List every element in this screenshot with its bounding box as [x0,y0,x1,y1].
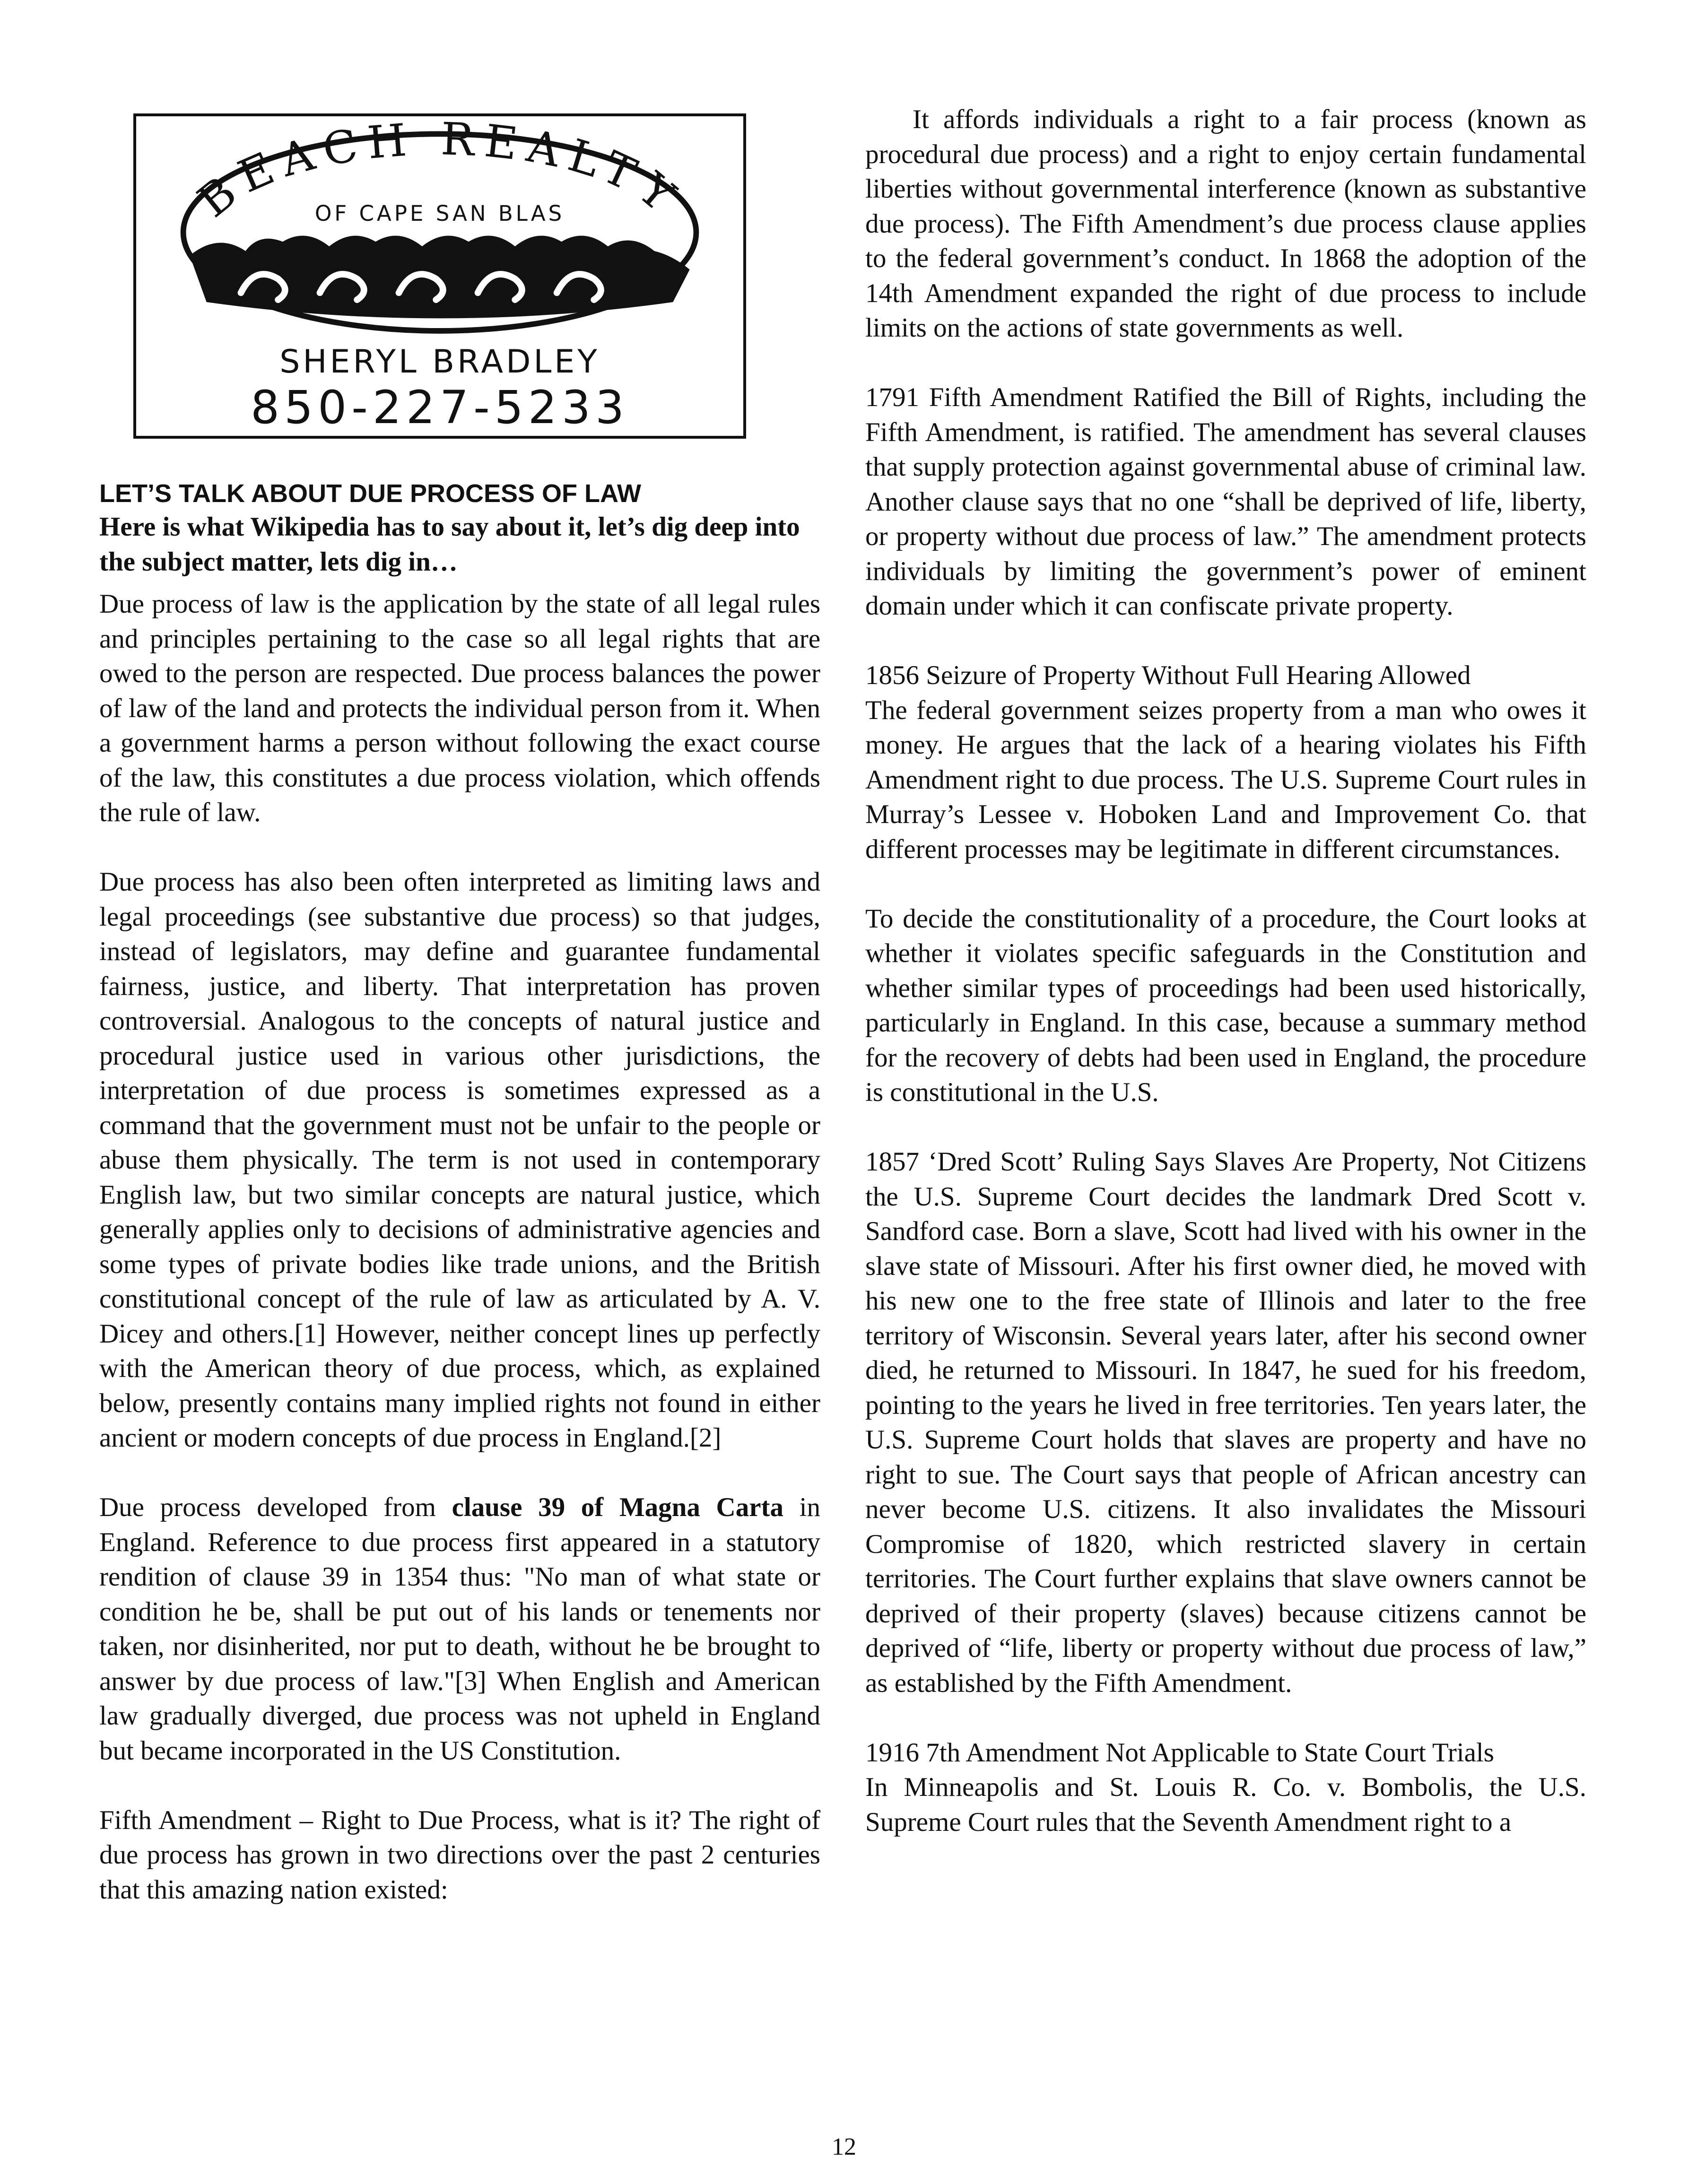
paragraph-1791: 1791 Fifth Amendment Ratified the Bill of Rights, including the Fifth Amendment, is ratified. The amendment has several clauses that supply protection against governmental abuse of criminal law. Another clause says that no one “shall be deprived of life, liberty, or property without due process of law.” The amendment protects individuals by limiting the government’s power of eminent domain under which it can confiscate private property. [865,382,1586,621]
magna-carta-body: in England. Reference to due process first appeared in a statutory rendition of clause 39 in 1354 thus: "No man of what state or condition he be, shall be put out of his lands or tenements nor taken, nor disinherited, nor put to death, without he be brought to answer by due process of law."[3] When English and American law gradually diverged, due process was not upheld in England but became incorporated in the US Constitution. [99,1492,820,1766]
magna-carta-clause: clause 39 of Magna Carta [452,1492,783,1522]
paragraph-constitutionality: To decide the constitutionality of a procedure, the Court looks at whether it violates specific safeguards in the Constitution and whether similar types of proceedings had been used historically, particularly in England. In this case, because a summary method for the recovery of debts had been used in England, the procedure is constitutional in the U.S. [865,903,1586,1107]
paragraph-definition: Due process of law is the application by the state of all legal rules and principles pertaining to the case so all legal rights that are owed to the person are respected. Due process balances the power of law of the land and protects the individual person from it. When a government harms a person without following the exact course of the law, this constitutes a due process violation, which offends the rule of law. [99,589,820,827]
page-number: 12 [832,2133,856,2160]
body-1916: In Minneapolis and St. Louis R. Co. v. Bombolis, the U.S. Supreme Court rules that the Seventh Amendment right to a [865,1772,1586,1837]
left-column [99,477,820,1907]
paragraph-fifth-amendment: Fifth Amendment – Right to Due Process, what is it? The right of due process has grown in two directions over the past 2 centuries that this amazing nation existed: [99,1805,820,1905]
right-column [865,102,1586,1839]
paragraph-1857-dred-scott: 1857 ‘Dred Scott’ Ruling Says Slaves Are Property, Not Citizens the U.S. Supreme Court decides the landmark Dred Scott v. Sandford case. Born a slave, Scott had lived with his owner in the slave state of Missouri. After his first owner died, he moved with his new one to the free state of Illinois and later to the free territory of Wisconsin. Several years later, after his second owner died, he returned to Missouri. In 1847, he sued for his freedom, pointing to the years he lived in free territories. Ten years later, the U.S. Supreme Court holds that slaves are property and have no right to sue. The Court says that people of African ancestry can never become U.S. citizens. It also invalidates the Missouri Compromise of 1820, which restricted slavery in certain territories. The Court further explains that slave owners cannot be deprived of their property (slaves) because citizens cannot be deprived of “life, liberty or property without due process of law,” as established by the Fifth Amendment. [865,1147,1586,1698]
heading-1916: 1916 7th Amendment Not Applicable to State Court Trials [865,1737,1494,1768]
heading-1856: 1856 Seizure of Property Without Full Hearing Allowed [865,660,1471,690]
paragraph-1916 [865,1735,1586,1840]
agent-name: SHERYL BRADLEY [279,343,600,381]
paragraph-magna-carta [99,1490,820,1768]
location-text: OF CAPE SAN BLAS [314,201,565,226]
magna-carta-intro: Due process developed from [99,1492,452,1522]
wave-icon [190,236,689,319]
realty-advertisement [133,113,746,439]
article-subtitle: Here is what Wikipedia has to say about it, let’s dig deep into the subject matter, lets dig in… [99,512,800,577]
brand-arc-text: BEACH REALTY [188,116,692,228]
agent-phone: 850-227-5233 [250,381,629,434]
article-title: LET’S TALK ABOUT DUE PROCESS OF LAW [99,479,641,508]
paragraph-interpretation: Due process has also been often interpreted as limiting laws and legal proceedings (see substantive due process) so that judges, instead of legislators, may define and guarantee fundamental fairness, justice, and liberty. That interpretation has proven controversial. Analogous to the concepts of natural justice and procedural justice used in various other jurisdictions, the interpretation of due process is sometimes expressed as a command that the government must not be unfair to the people or abuse them physically. The term is not used in contemporary English law, but two similar concepts are natural justice, which generally applies only to decisions of administrative agencies and some types of private bodies like trade unions, and the British constitutional concept of the rule of law as articulated by A. V. Dicey and others.[1] However, neither concept lines up perfectly with the American theory of due process, which, as explained below, presently contains many implied rights not found in either ancient or modern concepts of due process in England.[2] [99,867,820,1453]
body-1856: The federal government seizes property from a man who owes it money. He argues that the lack of a hearing violates his Fifth Amendment right to due process. The U.S. Supreme Court rules in Murray’s Lessee v. Hoboken Land and Improvement Co. that different processes may be legitimate in different circumstances. [865,695,1586,864]
paragraph-procedural-substantive: It affords individuals a right to a fair process (known as procedural due process) and a right to enjoy certain fundamental liberties without governmental interference (known as substantive due process). The Fifth Amendment’s due process clause applies to the federal government’s conduct. In 1868 the adoption of the 14th Amendment expanded the right of due process to include limits on the actions of state governments as well. [865,104,1586,343]
paragraph-1856 [865,658,1586,867]
